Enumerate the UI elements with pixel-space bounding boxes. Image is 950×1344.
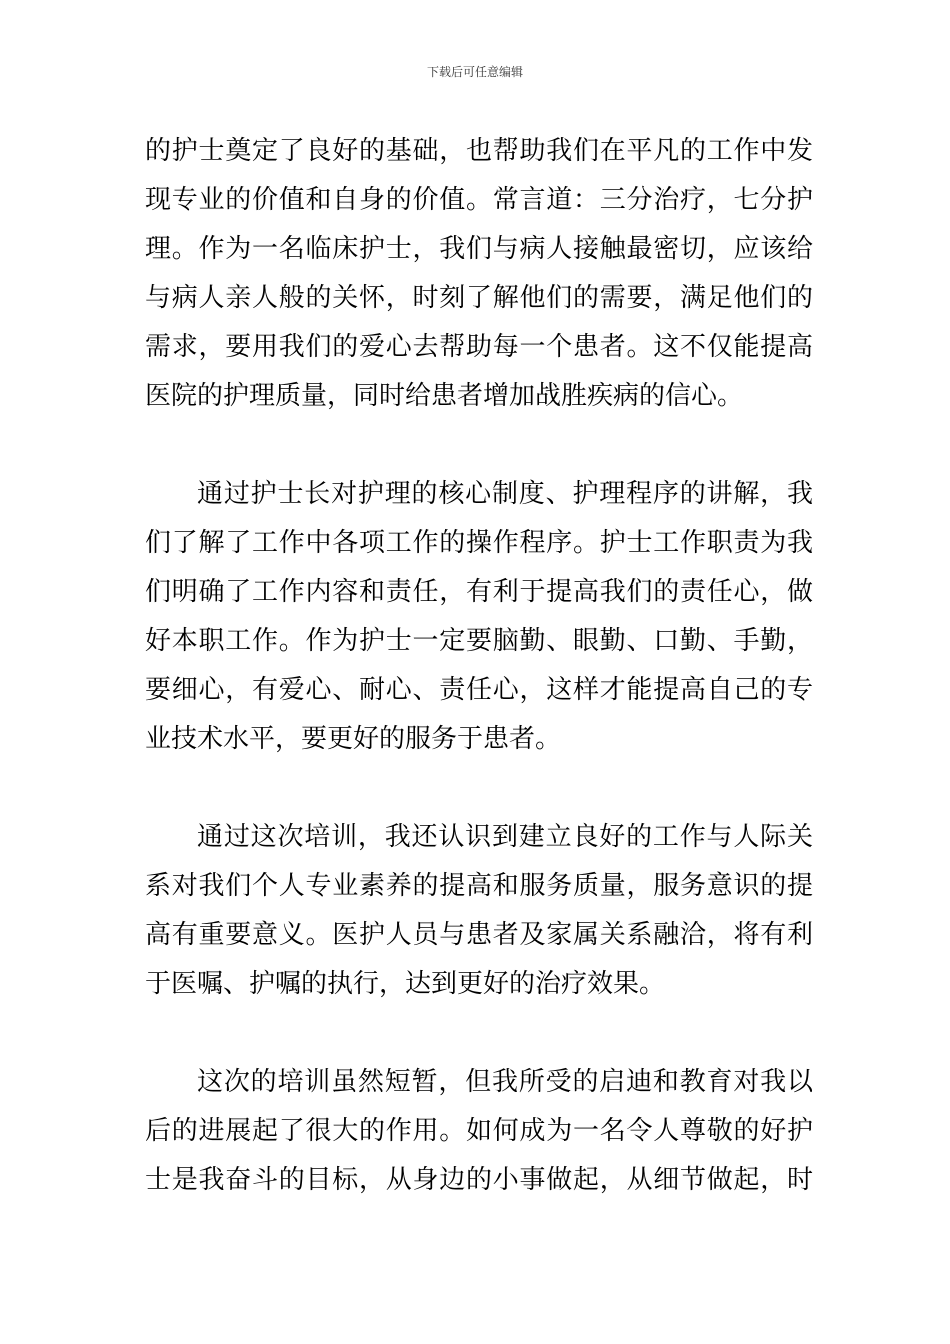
- text-line: 的护士奠定了良好的基础，也帮助我们在平凡的工作中发: [145, 136, 813, 166]
- paragraph-4: [145, 1058, 813, 1205]
- text-line: 与病人亲人般的关怀，时刻了解他们的需要，满足他们的: [145, 283, 813, 313]
- text-line: 需求，要用我们的爱心去帮助每一个患者。这不仅能提高: [145, 332, 813, 362]
- text-line: 现专业的价值和自身的价值。常言道：三分治疗，七分护: [145, 185, 813, 215]
- text-line: 业技术水平，要更好的服务于患者。: [145, 724, 562, 754]
- text-line: 医院的护理质量，同时给患者增加战胜疾病的信心。: [145, 381, 744, 411]
- text-line: 士是我奋斗的目标，从身边的小事做起，从细节做起，时: [145, 1165, 813, 1195]
- text-line: 通过护士长对护理的核心制度、护理程序的讲解，我: [197, 479, 813, 509]
- paragraph-gap: [145, 764, 813, 813]
- text-line: 好本职工作。作为护士一定要脑勤、眼勤、口勤、手勤，: [145, 626, 813, 656]
- paragraph-gap: [145, 1009, 813, 1058]
- paragraph-gap: [145, 421, 813, 470]
- text-line: 通过这次培训，我还认识到建立良好的工作与人际关: [197, 822, 813, 852]
- text-line: 高有重要意义。医护人员与患者及家属关系融洽，将有利: [145, 920, 813, 950]
- text-line: 系对我们个人专业素养的提高和服务质量，服务意识的提: [145, 871, 813, 901]
- text-line: 理。作为一名临床护士，我们与病人接触最密切，应该给: [145, 234, 813, 264]
- text-line: 们明确了工作内容和责任，有利于提高我们的责任心，做: [145, 577, 813, 607]
- text-line: 要细心，有爱心、耐心、责任心，这样才能提高自己的专: [145, 675, 813, 705]
- text-line: 们了解了工作中各项工作的操作程序。护士工作职责为我: [145, 528, 813, 558]
- paragraph-3: [145, 813, 813, 1009]
- paragraph-2: [145, 470, 813, 764]
- text-line: 这次的培训虽然短暂，但我所受的启迪和教育对我以: [197, 1067, 813, 1097]
- text-line: 后的进展起了很大的作用。如何成为一名令人尊敬的好护: [145, 1116, 813, 1146]
- paragraph-1: [145, 127, 813, 421]
- text-line: 于医嘱、护嘱的执行，达到更好的治疗效果。: [145, 969, 666, 999]
- page-header: 下载后可任意编辑: [426, 65, 523, 79]
- document-body: [145, 127, 813, 1205]
